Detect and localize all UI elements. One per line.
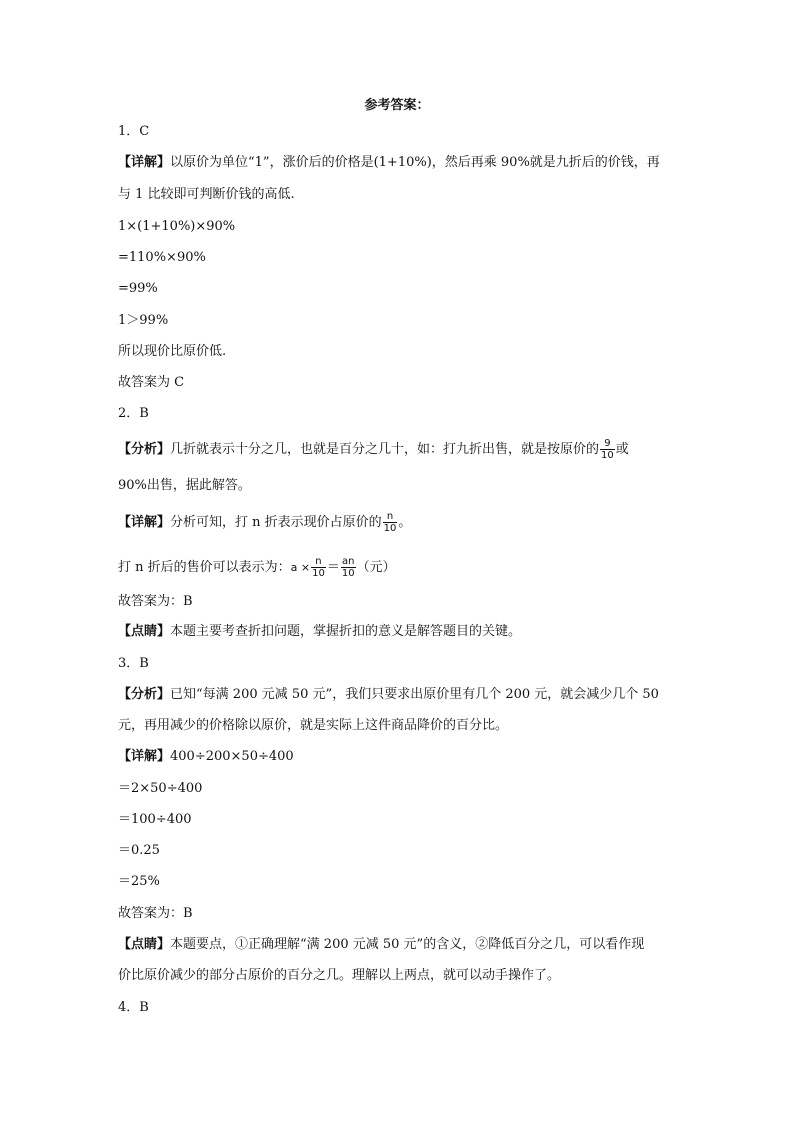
q3-calc-step: ＝0.25 xyxy=(118,843,160,858)
q3-answer: 故答案为：B xyxy=(118,906,193,921)
fraction-an-10: $\frac{an}{10}$ xyxy=(341,556,355,579)
q1-detail-tag: 【详解】 xyxy=(118,155,171,170)
q2-detail-end: 。 xyxy=(398,515,412,530)
q3-calc-step: ＝25% xyxy=(118,874,160,889)
q2-comment-text: 本题主要考查折扣问题，掌握折扣的意义是解答题目的关键。 xyxy=(170,624,522,639)
q2-comment-line xyxy=(118,624,521,640)
q3-detail-line xyxy=(118,749,294,765)
q1-detail-line-1 xyxy=(118,155,660,171)
q1-calc-step: =99% xyxy=(118,281,158,296)
q3-calc-step: ＝100÷400 xyxy=(118,812,192,827)
q1-detail-text-1: 以原价为单位“1”，涨价后的价格是(1+10%)，然后再乘 90%就是九折后的价钱，再 xyxy=(170,155,660,170)
fraction-n-10: $\frac{n}{10}$ xyxy=(312,556,325,579)
q3-number: 3．B xyxy=(118,656,149,671)
fraction-n-10: $\frac{n}{10}$ xyxy=(383,511,397,534)
q3-detail-text: 400÷200×50÷400 xyxy=(170,749,294,764)
q3-analysis-text-1: 已知“每满 200 元减 50 元”，我们只要求出原价里有几个 200 元，就会减少几个 50 xyxy=(170,687,659,702)
q1-detail-line-2: 与 1 比较即可判断价钱的高低. xyxy=(118,187,295,202)
q3-analysis-line-2: 元，再用减少的价格除以原价，就是实际上这件商品降价的百分比。 xyxy=(118,718,509,733)
q1-calc-step: 1×(1+10%)×90% xyxy=(118,219,236,234)
q3-analysis-line-1 xyxy=(118,687,659,703)
q2-expression-a: a × xyxy=(290,561,311,574)
page-title: 参考答案： xyxy=(364,98,430,113)
q2-analysis-line-2: 90%出售，据此解答。 xyxy=(118,478,251,493)
q2-detail-text: 分析可知，打 n 折表示现价占原价的 xyxy=(170,515,382,530)
q1-calc-step: 1＞99% xyxy=(118,313,169,328)
q2-number: 2．B xyxy=(118,406,149,421)
q2-analysis-or: 或 xyxy=(615,442,629,457)
q2-analysis-tag: 【分析】 xyxy=(118,442,171,457)
q2-analysis-text: 几折就表示十分之几，也就是百分之几十，如：打九折出售，就是按原价的 xyxy=(170,442,600,457)
q3-comment-line-1 xyxy=(118,937,644,953)
q1-answer: 故答案为 C xyxy=(118,375,185,390)
q2-analysis-line-1 xyxy=(118,438,629,461)
q2-expression-eq: ＝ xyxy=(326,560,340,575)
q2-comment-tag: 【点睛】 xyxy=(118,624,171,639)
q2-expression-unit: （元） xyxy=(356,560,396,575)
q3-comment-tag: 【点睛】 xyxy=(118,937,171,952)
q1-conclusion: 所以现价比原价低. xyxy=(118,344,227,359)
q3-detail-tag: 【详解】 xyxy=(118,749,171,764)
q2-detail-tag: 【详解】 xyxy=(118,515,171,530)
q2-expression-line xyxy=(118,556,396,579)
q4-number: 4．B xyxy=(118,1000,149,1015)
q1-number: 1．C xyxy=(118,124,150,139)
q3-comment-line-2: 价比原价减少的部分占原价的百分之几。理解以上两点，就可以动手操作了。 xyxy=(118,968,561,983)
q3-calc-step: ＝2×50÷400 xyxy=(118,781,203,796)
q2-expression-prefix: 打 n 折后的售价可以表示为： xyxy=(118,560,291,575)
q3-comment-text-1: 本题要点，①正确理解“满 200 元减 50 元”的含义，②降低百分之几，可以看作现 xyxy=(170,937,645,952)
q2-answer: 故答案为：B xyxy=(118,594,193,609)
fraction-9-10: $\frac{9}{10}$ xyxy=(601,438,614,461)
q1-calc-step: =110%×90% xyxy=(118,250,206,265)
q2-detail-line xyxy=(118,511,411,534)
q3-analysis-tag: 【分析】 xyxy=(118,687,171,702)
